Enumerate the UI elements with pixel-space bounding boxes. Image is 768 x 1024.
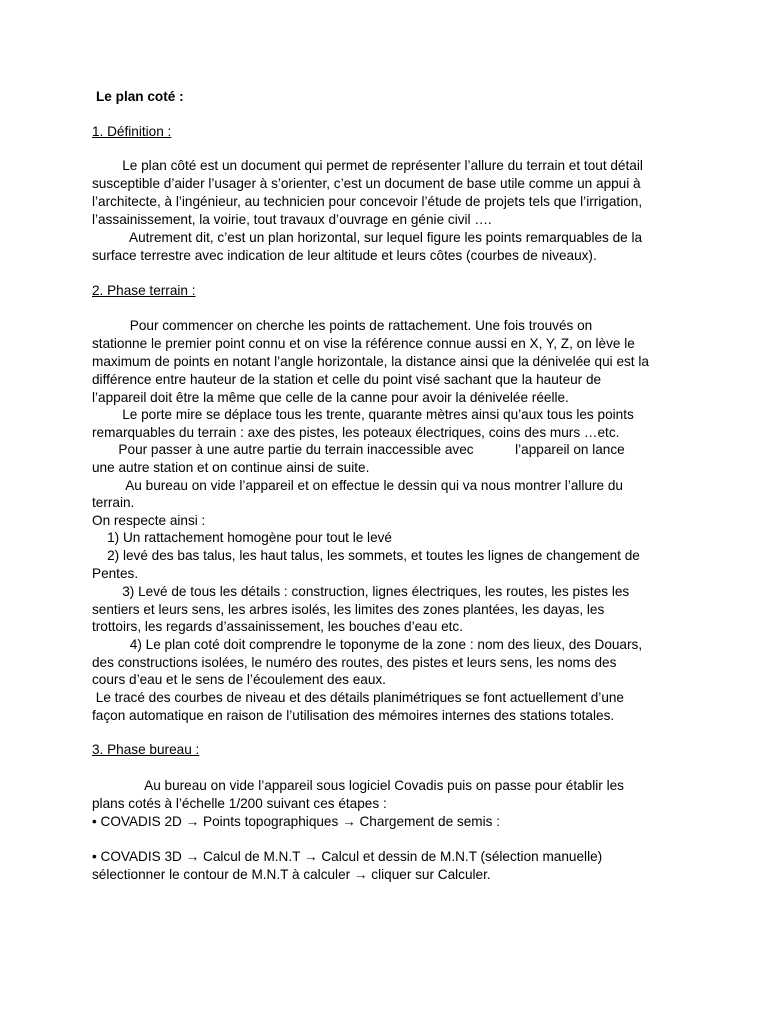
paragraph-line: On respecte ainsi : [92,513,206,528]
paragraph-line: Au bureau on vide l’appareil et on effectue le dessin qui va nous montrer l’allure du [92,478,623,493]
paragraph-line: sentiers et leurs sens, les arbres isolés, les limites des zones plantées, les dayas, les [92,602,605,617]
paragraph-line: terrain. [92,495,135,510]
paragraph-line: Pentes. [92,566,139,581]
paragraph-line: surface terrestre avec indication de leur altitude et leurs côtes (courbes de niveaux). [92,248,597,263]
paragraph-line: Pour passer à une autre partie du terrain inaccessible avec l’appareil on lance [92,442,625,457]
paragraph-line: Pour commencer on cherche les points de rattachement. Une fois trouvés on [92,318,593,333]
paragraph-line: l’assainissement, la voirie, tout travaux d’ouvrage en génie civil …. [92,212,492,227]
paragraph-line: Le porte mire se déplace tous les trente, quarante mètres ainsi qu’aux tous les points [92,407,634,422]
bullet-item: • COVADIS 3D → Calcul de M.N.T → Calcul et dessin de M.N.T (sélection manuelle) [92,849,603,864]
paragraph-line: l’architecte, à l’ingénieur, au technicien pour concevoir l’étude de projets tels que l’irrigation, [92,194,643,209]
section-heading-phase-terrain: 2. Phase terrain : [92,283,196,298]
paragraph-line: susceptible d’aider l’usager à s’orienter, c’est un document de base utile comme un appui à [92,176,641,191]
paragraph-line: sélectionner le contour de M.N.T à calculer → cliquer sur Calculer. [92,867,491,882]
paragraph-line: maximum de points en notant l’angle horizontale, la distance ainsi que la dénivelée qui est la [92,354,649,369]
paragraph-line: Le tracé des courbes de niveau et des détails planimétriques se font actuellement d’une [92,690,624,705]
paragraph-line: cours d’eau et le sens de l’écoulement des eaux. [92,672,386,687]
paragraph-line: stationne le premier point connu et on vise la référence connue aussi en X, Y, Z, on lève le [92,336,635,351]
paragraph-line: une autre station et on continue ainsi de suite. [92,460,370,475]
section-heading-phase-bureau: 3. Phase bureau : [92,742,200,757]
paragraph-line: Autrement dit, c’est un plan horizontal, sur lequel figure les points remarquables de la [92,230,643,245]
paragraph-line: des constructions isolées, le numéro des routes, des pistes et leurs sens, les noms des [92,655,617,670]
paragraph-line: trottoirs, les regards d’assainissement, les bouches d’eau etc. [92,619,463,634]
paragraph-line: façon automatique en raison de l’utilisation des mémoires internes des stations totales. [92,708,615,723]
section-heading-definition: 1. Définition : [92,124,172,139]
bullet-item: • COVADIS 2D → Points topographiques → Chargement de semis : [92,814,500,829]
list-item: 2) levé des bas talus, les haut talus, les sommets, et toutes les lignes de changement de [92,548,640,563]
paragraph-line: remarquables du terrain : axe des pistes, les poteaux électriques, coins des murs …etc. [92,425,620,440]
paragraph-line: différence entre hauteur de la station et celle du point visé sachant que la hauteur de [92,372,602,387]
paragraph-line: Le plan côté est un document qui permet de représenter l’allure du terrain et tout détail [92,158,643,173]
document-title: Le plan coté : [96,89,184,104]
paragraph-line: plans cotés à l’échelle 1/200 suivant ces étapes : [92,796,387,811]
list-item: 3) Levé de tous les détails : construction, lignes électriques, les routes, les pistes les [92,584,630,599]
list-item: 1) Un rattachement homogène pour tout le levé [92,530,392,545]
paragraph-line: Au bureau on vide l’appareil sous logiciel Covadis puis on passe pour établir les [92,778,624,793]
list-item: 4) Le plan coté doit comprendre le toponyme de la zone : nom des lieux, des Douars, [92,637,643,652]
paragraph-line: l’appareil doit être la même que celle de la canne pour avoir la dénivelée réelle. [92,390,569,405]
